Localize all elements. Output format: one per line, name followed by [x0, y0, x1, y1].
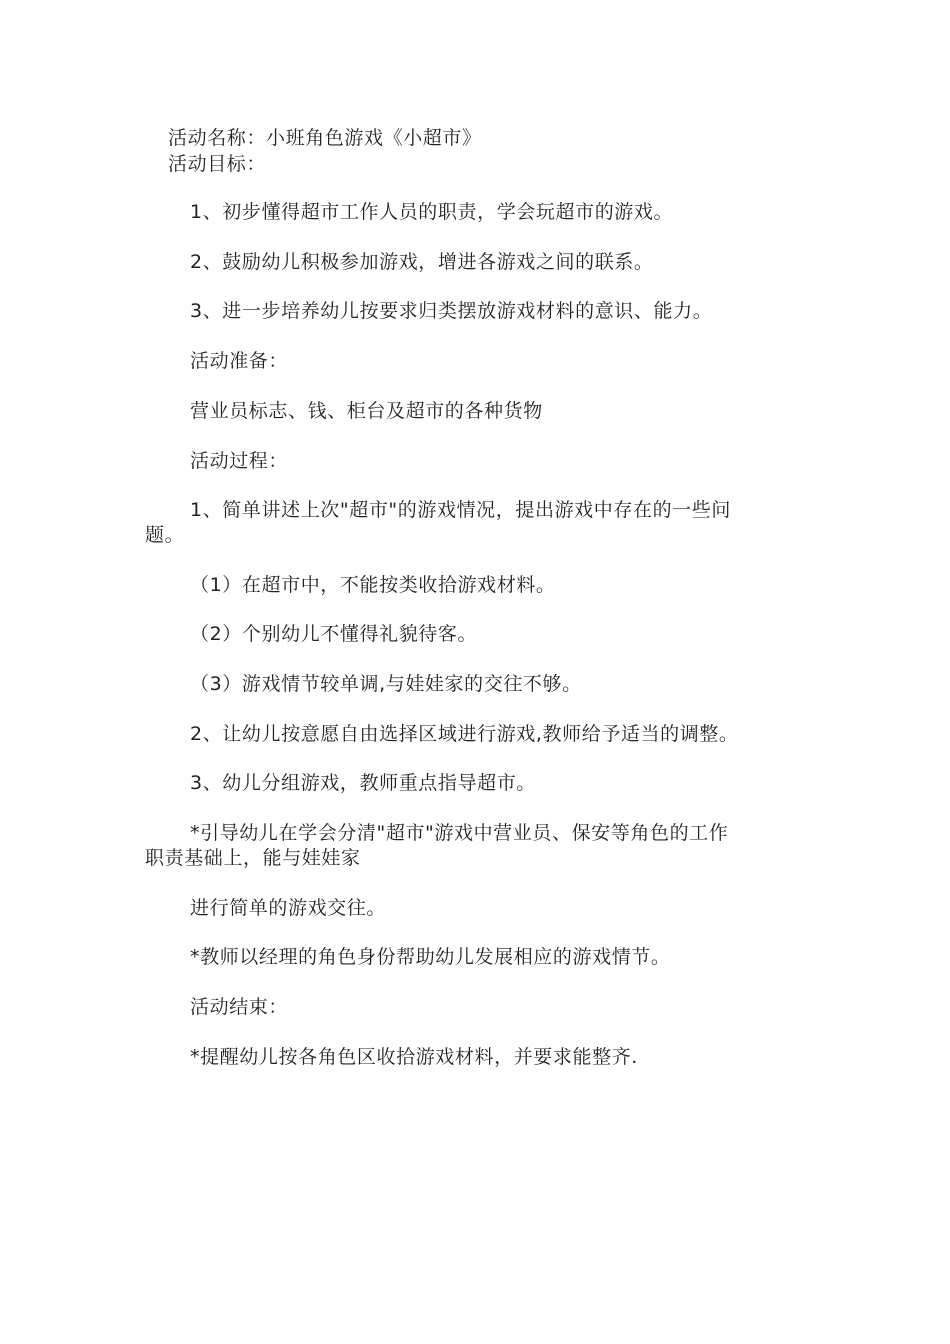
guide-2: *教师以经理的角色身份帮助幼儿发展相应的游戏情节。 — [190, 946, 671, 968]
goal-item: 2、鼓励幼儿积极参加游戏，增进各游戏之间的联系。 — [190, 251, 654, 273]
prep-text: 营业员标志、钱、柜台及超市的各种货物 — [190, 400, 543, 422]
process-step-2: 2、让幼儿按意愿自由选择区域进行游戏,教师给予适当的调整。 — [190, 723, 739, 745]
end-heading: 活动结束： — [190, 996, 289, 1018]
process-step-1-line-2: 题。 — [145, 524, 185, 546]
prep-heading: 活动准备： — [190, 350, 289, 372]
problem-item: （1）在超市中，不能按类收拾游戏材料。 — [190, 574, 556, 596]
process-heading: 活动过程： — [190, 450, 289, 472]
guide-1-line-3: 进行简单的游戏交往。 — [190, 897, 387, 919]
process-step-1-line-1: 1、简单讲述上次"超市"的游戏情况，提出游戏中存在的一些问 — [190, 499, 731, 521]
guide-1-line-1: *引导幼儿在学会分清"超市"游戏中营业员、保安等角色的工作 — [190, 822, 729, 844]
problem-item: （2）个别幼儿不懂得礼貌待客。 — [190, 623, 478, 645]
goal-item: 1、初步懂得超市工作人员的职责，学会玩超市的游戏。 — [190, 201, 674, 223]
goal-item: 3、进一步培养幼儿按要求归类摆放游戏材料的意识、能力。 — [190, 300, 713, 322]
end-text: *提醒幼儿按各角色区收拾游戏材料，并要求能整齐. — [190, 1046, 638, 1068]
problem-item: （3）游戏情节较单调,与娃娃家的交往不够。 — [190, 673, 582, 695]
guide-1-line-2: 职责基础上，能与娃娃家 — [145, 847, 361, 869]
process-step-3: 3、幼儿分组游戏，教师重点指导超市。 — [190, 772, 536, 794]
goals-heading: 活动目标： — [168, 153, 267, 175]
activity-title: 活动名称：小班角色游戏《小超市》 — [168, 127, 482, 149]
